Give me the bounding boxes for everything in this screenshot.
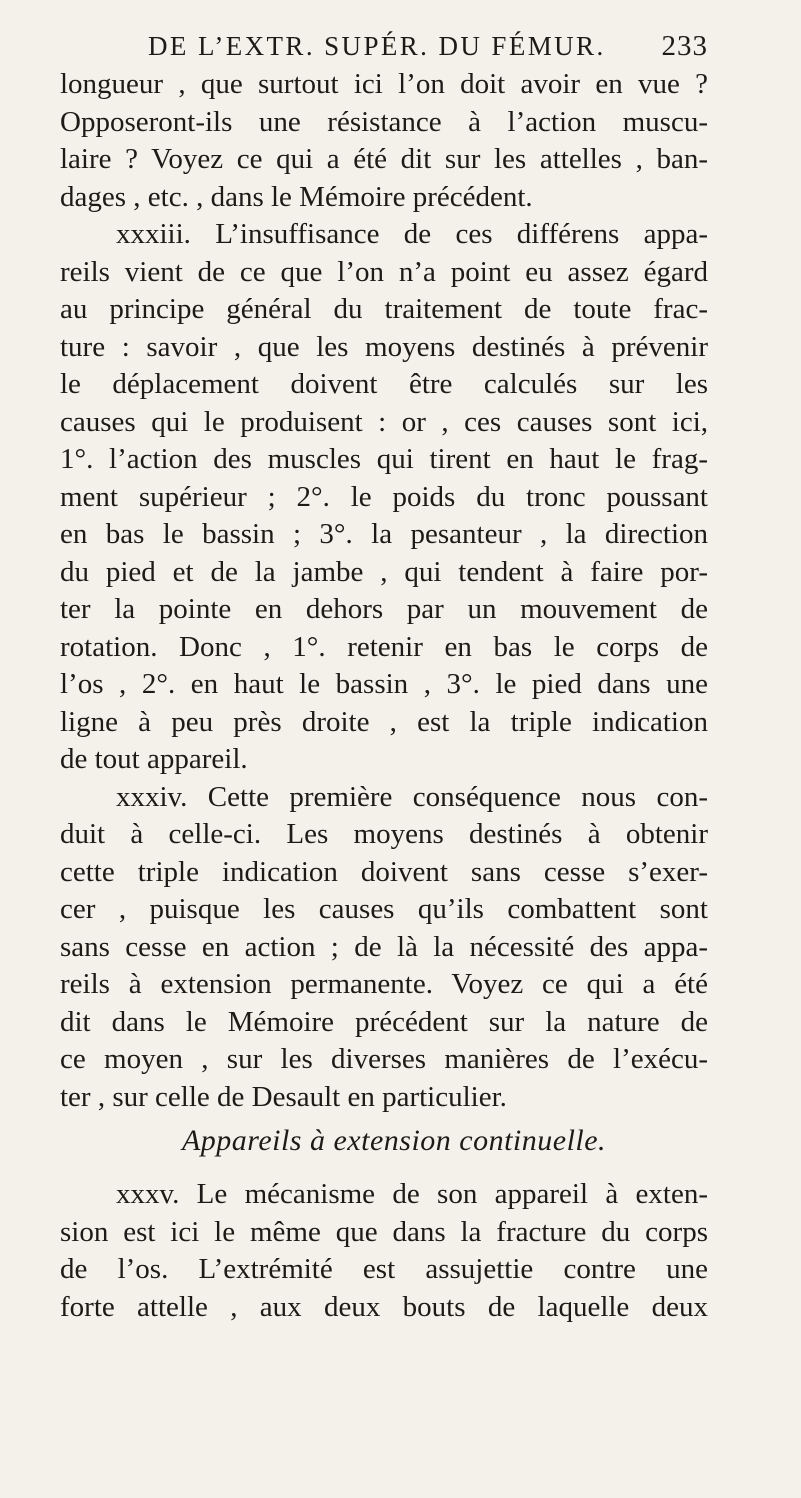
text-line: du pied et de la jambe , qui tendent à faire por- bbox=[60, 555, 708, 588]
paragraph-xxxiv bbox=[60, 779, 708, 1117]
paragraph-xxxiii bbox=[60, 216, 708, 779]
page-number: 233 bbox=[661, 30, 708, 62]
text-line: cette triple indication doivent sans cesse s’exer- bbox=[60, 855, 708, 888]
text-line: ment supérieur ; 2°. le poids du tronc poussant bbox=[60, 480, 708, 513]
text-line: de l’os. L’extrémité est assujettie contre une bbox=[60, 1253, 708, 1285]
section-subheading: Appareils à extension continuelle. bbox=[181, 1124, 607, 1157]
paragraph-continuation bbox=[60, 66, 708, 216]
text-line: cer , puisque les causes qu’ils combattent sont bbox=[60, 893, 708, 925]
text-line: Opposeront-ils une résistance à l’action muscu- bbox=[60, 105, 708, 138]
text-line: dit dans le Mémoire précédent sur la nature de bbox=[60, 1005, 708, 1038]
text-line: le déplacement doivent être calculés sur les bbox=[60, 368, 708, 400]
text-line: duit à celle-ci. Les moyens destinés à obtenir bbox=[60, 818, 708, 850]
text-line: xxxiv. Cette première conséquence nous con- bbox=[116, 780, 708, 813]
text-line: causes qui le produisent : or , ces causes sont ici, bbox=[60, 405, 708, 438]
text-line: sans cesse en action ; de là la nécessité des appa- bbox=[60, 930, 708, 963]
text-line: dages , etc. , dans le Mémoire précédent. bbox=[60, 180, 533, 213]
text-line: 1°. l’action des muscles qui tirent en haut le frag- bbox=[60, 443, 708, 475]
text-line: en bas le bassin ; 3°. la pesanteur , la direction bbox=[60, 518, 708, 550]
text-line: ter , sur celle de Desault en particulier. bbox=[60, 1080, 507, 1113]
text-line: rotation. Donc , 1°. retenir en bas le corps de bbox=[60, 630, 708, 663]
text-line: xxxv. Le mécanisme de son appareil à exten- bbox=[116, 1178, 708, 1210]
text-line: reils vient de ce que l’on n’a point eu assez égard bbox=[60, 255, 708, 288]
paragraph-xxxv bbox=[60, 1176, 708, 1326]
text-line: laire ? Voyez ce qui a été dit sur les attelles , ban- bbox=[60, 143, 708, 175]
text-line: reils à extension permanente. Voyez ce qui a été bbox=[60, 968, 708, 1000]
running-title: DE L’EXTR. SUPÉR. DU FÉMUR. bbox=[148, 31, 606, 61]
text-line: longueur , que surtout ici l’on doit avoir en vue ? bbox=[60, 68, 708, 100]
running-head bbox=[148, 30, 708, 70]
text-line: de tout appareil. bbox=[60, 743, 248, 775]
body-text bbox=[60, 66, 708, 1326]
text-line: ligne à peu près droite , est la triple indication bbox=[60, 705, 708, 738]
text-line: ture : savoir , que les moyens destinés à prévenir bbox=[60, 330, 708, 363]
text-line: ter la pointe en dehors par un mouvement de bbox=[60, 593, 708, 625]
text-line: au principe général du traitement de toute frac- bbox=[60, 293, 708, 325]
text-line: xxxiii. L’insuffisance de ces différens appa- bbox=[116, 218, 708, 250]
text-line: sion est ici le même que dans la fracture du corps bbox=[60, 1215, 708, 1248]
text-line: l’os , 2°. en haut le bassin , 3°. le pied dans une bbox=[60, 668, 708, 700]
text-line: ce moyen , sur les diverses manières de l’exécu- bbox=[60, 1043, 708, 1075]
text-line: forte attelle , aux deux bouts de laquelle deux bbox=[60, 1290, 708, 1323]
